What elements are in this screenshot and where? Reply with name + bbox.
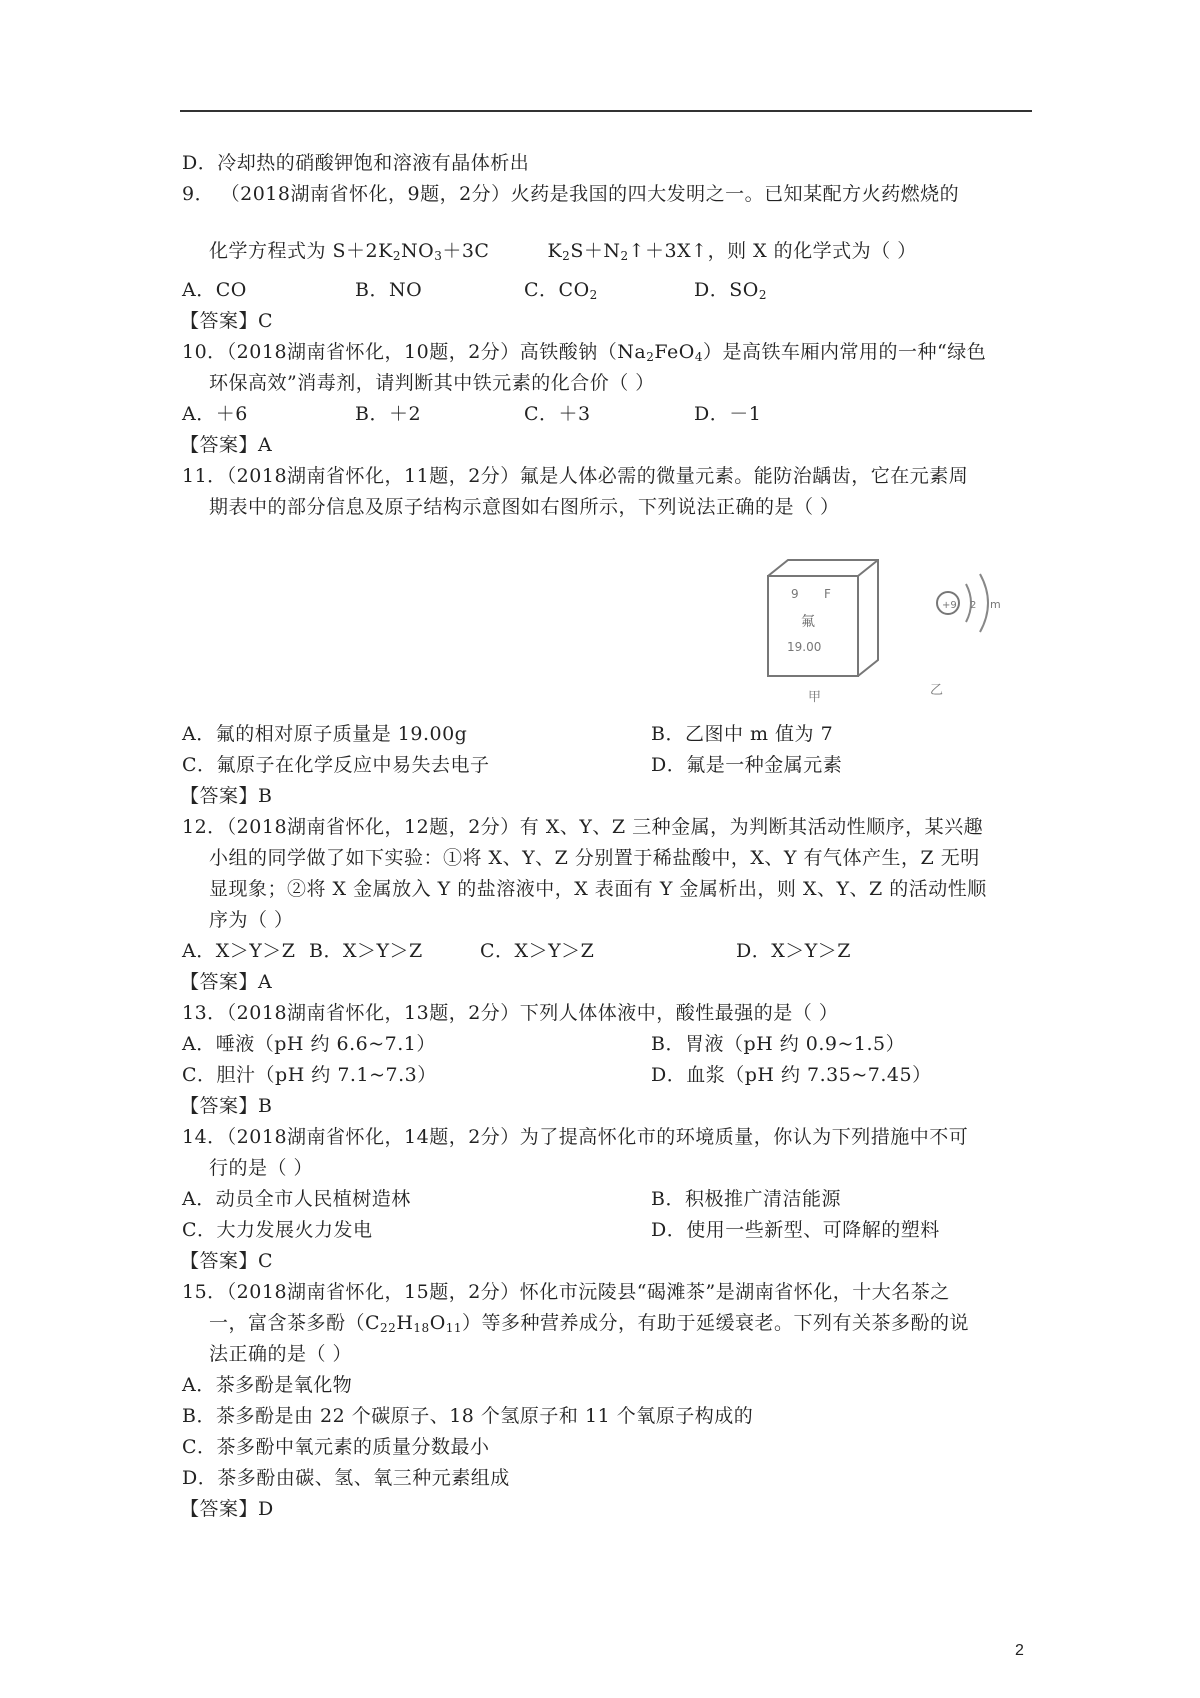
q11-answer: 【答案】B bbox=[180, 785, 273, 807]
q8-option-d: D．冷却热的硝酸钾饱和溶液有晶体析出 bbox=[182, 152, 530, 174]
q15-stem-line3: 法正确的是（ ） bbox=[209, 1343, 353, 1365]
q15-stem-line1: 15．（2018湖南省怀化，15题，2分）怀化市沅陵县“碣滩茶”是湖南省怀化，十大名茶之 bbox=[182, 1281, 950, 1303]
q14-option-d: D．使用一些新型、可降解的塑料 bbox=[651, 1219, 940, 1241]
q10-answer: 【答案】A bbox=[180, 434, 273, 456]
q13-option-a: A．唾液（pH 约 6.6~7.1） bbox=[182, 1033, 436, 1055]
q12-stem-line1: 12．（2018湖南省怀化，12题，2分）有 X、Y、Z 三种金属，为判断其活动性顺序，某兴趣 bbox=[182, 816, 984, 838]
q12-stem-line4: 序为（ ） bbox=[209, 909, 294, 931]
q15-stem-line2: 一，富含茶多酚$(C_{22}H_{18}O_{11})$等多种营养成分，有助于延缓衰老。下列有关茶多酚的说 bbox=[209, 1312, 970, 1335]
q12-option-d: D．X＞Y＞Z bbox=[736, 940, 852, 962]
q15-answer: 【答案】D bbox=[180, 1498, 274, 1520]
fig-atomic-number: 9 bbox=[791, 587, 799, 601]
fig-symbol: F bbox=[824, 587, 831, 601]
q9-equation: 化学方程式为 $S+2K_2NO_3+3C$ $K_2S+N_2↑+3X↑$，则 X 的化学式为（ ） bbox=[209, 240, 917, 263]
q9-stem-line1: 9． （2018湖南省怀化，9题，2分）火药是我国的四大发明之一。已知某配方火药燃烧的 bbox=[182, 183, 960, 205]
q11-option-d: D．氟是一种金属元素 bbox=[651, 754, 843, 776]
element-box-depth bbox=[768, 560, 878, 676]
page-number: 2 bbox=[1015, 1642, 1024, 1659]
q14-stem-line2: 行的是（ ） bbox=[209, 1157, 314, 1179]
q11-stem-line1: 11．（2018湖南省怀化，11题，2分）氟是人体必需的微量元素。能防治龋齿，它在元素周 bbox=[182, 465, 969, 487]
q9-option-c: C．$CO_2$ bbox=[524, 279, 598, 302]
element-box-edge bbox=[858, 560, 878, 576]
q10-stem-line2: 环保高效”消毒剂，请判断其中铁元素的化合价（ ） bbox=[209, 372, 655, 394]
fig-m-label: m bbox=[990, 598, 1001, 611]
q11-option-b: B．乙图中 m 值为 7 bbox=[651, 723, 834, 745]
q14-stem-line1: 14．（2018湖南省怀化，14题，2分）为了提高怀化市的环境质量，你认为下列措施中不可 bbox=[182, 1126, 969, 1148]
q12-answer: 【答案】A bbox=[180, 971, 273, 993]
q9-option-d: D．$SO_2$ bbox=[694, 279, 767, 302]
q13-option-d: D．血浆（pH 约 7.35~7.45） bbox=[651, 1064, 932, 1086]
q13-stem-line1: 13．（2018湖南省怀化，13题，2分）下列人体体液中，酸性最强的是（ ） bbox=[182, 1002, 839, 1024]
q13-option-b: B．胃液（pH 约 0.9~1.5） bbox=[651, 1033, 906, 1055]
electron-shell-2 bbox=[980, 574, 988, 632]
q12-option-b: B．X＞Y＞Z bbox=[309, 940, 423, 962]
q10-option-c: C．＋3 bbox=[524, 403, 591, 425]
fluorine-figure bbox=[758, 556, 1058, 706]
shell-1-electrons: 2 bbox=[970, 600, 977, 611]
q10-stem-line1: 10．（2018湖南省怀化，10题，2分）高铁酸钠$(Na_2FeO_4)$是高铁车厢内常用的一种“绿色 bbox=[182, 341, 987, 364]
q12-option-a: A．X＞Y＞Z bbox=[182, 940, 296, 962]
q10-option-b: B．＋2 bbox=[355, 403, 422, 425]
q10-option-d: D．－1 bbox=[694, 403, 762, 425]
q9-option-b: B．NO bbox=[355, 279, 423, 301]
q15-option-b: B．茶多酚是由 22 个碳原子、18 个氢原子和 11 个氧原子构成的 bbox=[182, 1405, 754, 1427]
q12-stem-line3: 显现象；②将 X 金属放入 Y 的盐溶液中，X 表面有 Y 金属析出，则 X、Y、Z 的活动性顺 bbox=[209, 878, 987, 900]
q15-option-d: D．茶多酚由碳、氢、氧三种元素组成 bbox=[182, 1467, 510, 1489]
q9-answer: 【答案】C bbox=[180, 310, 274, 332]
fig-atomic-mass: 19.00 bbox=[787, 640, 822, 654]
q14-option-c: C．大力发展火力发电 bbox=[182, 1219, 373, 1241]
fluorine-figure-svg bbox=[758, 556, 1058, 706]
nucleus-label: +9 bbox=[942, 600, 957, 611]
q10-option-a: A．＋6 bbox=[182, 403, 248, 425]
q12-option-c: C．X＞Y＞Z bbox=[480, 940, 595, 962]
q13-option-c: C．胆汁（pH 约 7.1~7.3） bbox=[182, 1064, 437, 1086]
fig-element-name: 氟 bbox=[801, 614, 815, 630]
q11-option-a: A．氟的相对原子质量是 19.00g bbox=[182, 723, 468, 745]
q13-answer: 【答案】B bbox=[180, 1095, 273, 1117]
q11-stem-line2: 期表中的部分信息及原子结构示意图如右图所示，下列说法正确的是（ ） bbox=[209, 496, 840, 518]
fig-label-yi: 乙 bbox=[930, 683, 944, 698]
q15-option-a: A．茶多酚是氧化物 bbox=[182, 1374, 353, 1396]
fig-label-jia: 甲 bbox=[808, 690, 822, 705]
q11-option-c: C．氟原子在化学反应中易失去电子 bbox=[182, 754, 490, 776]
q9-option-a: A．CO bbox=[182, 279, 247, 301]
header-rule bbox=[180, 110, 1032, 112]
q14-option-a: A．动员全市人民植树造林 bbox=[182, 1188, 411, 1210]
q15-option-c: C．茶多酚中氧元素的质量分数最小 bbox=[182, 1436, 490, 1458]
q14-option-b: B．积极推广清洁能源 bbox=[651, 1188, 841, 1210]
q12-stem-line2: 小组的同学做了如下实验：①将 X、Y、Z 分别置于稀盐酸中，X、Y 有气体产生，Z 无明 bbox=[209, 847, 980, 869]
q14-answer: 【答案】C bbox=[180, 1250, 274, 1272]
